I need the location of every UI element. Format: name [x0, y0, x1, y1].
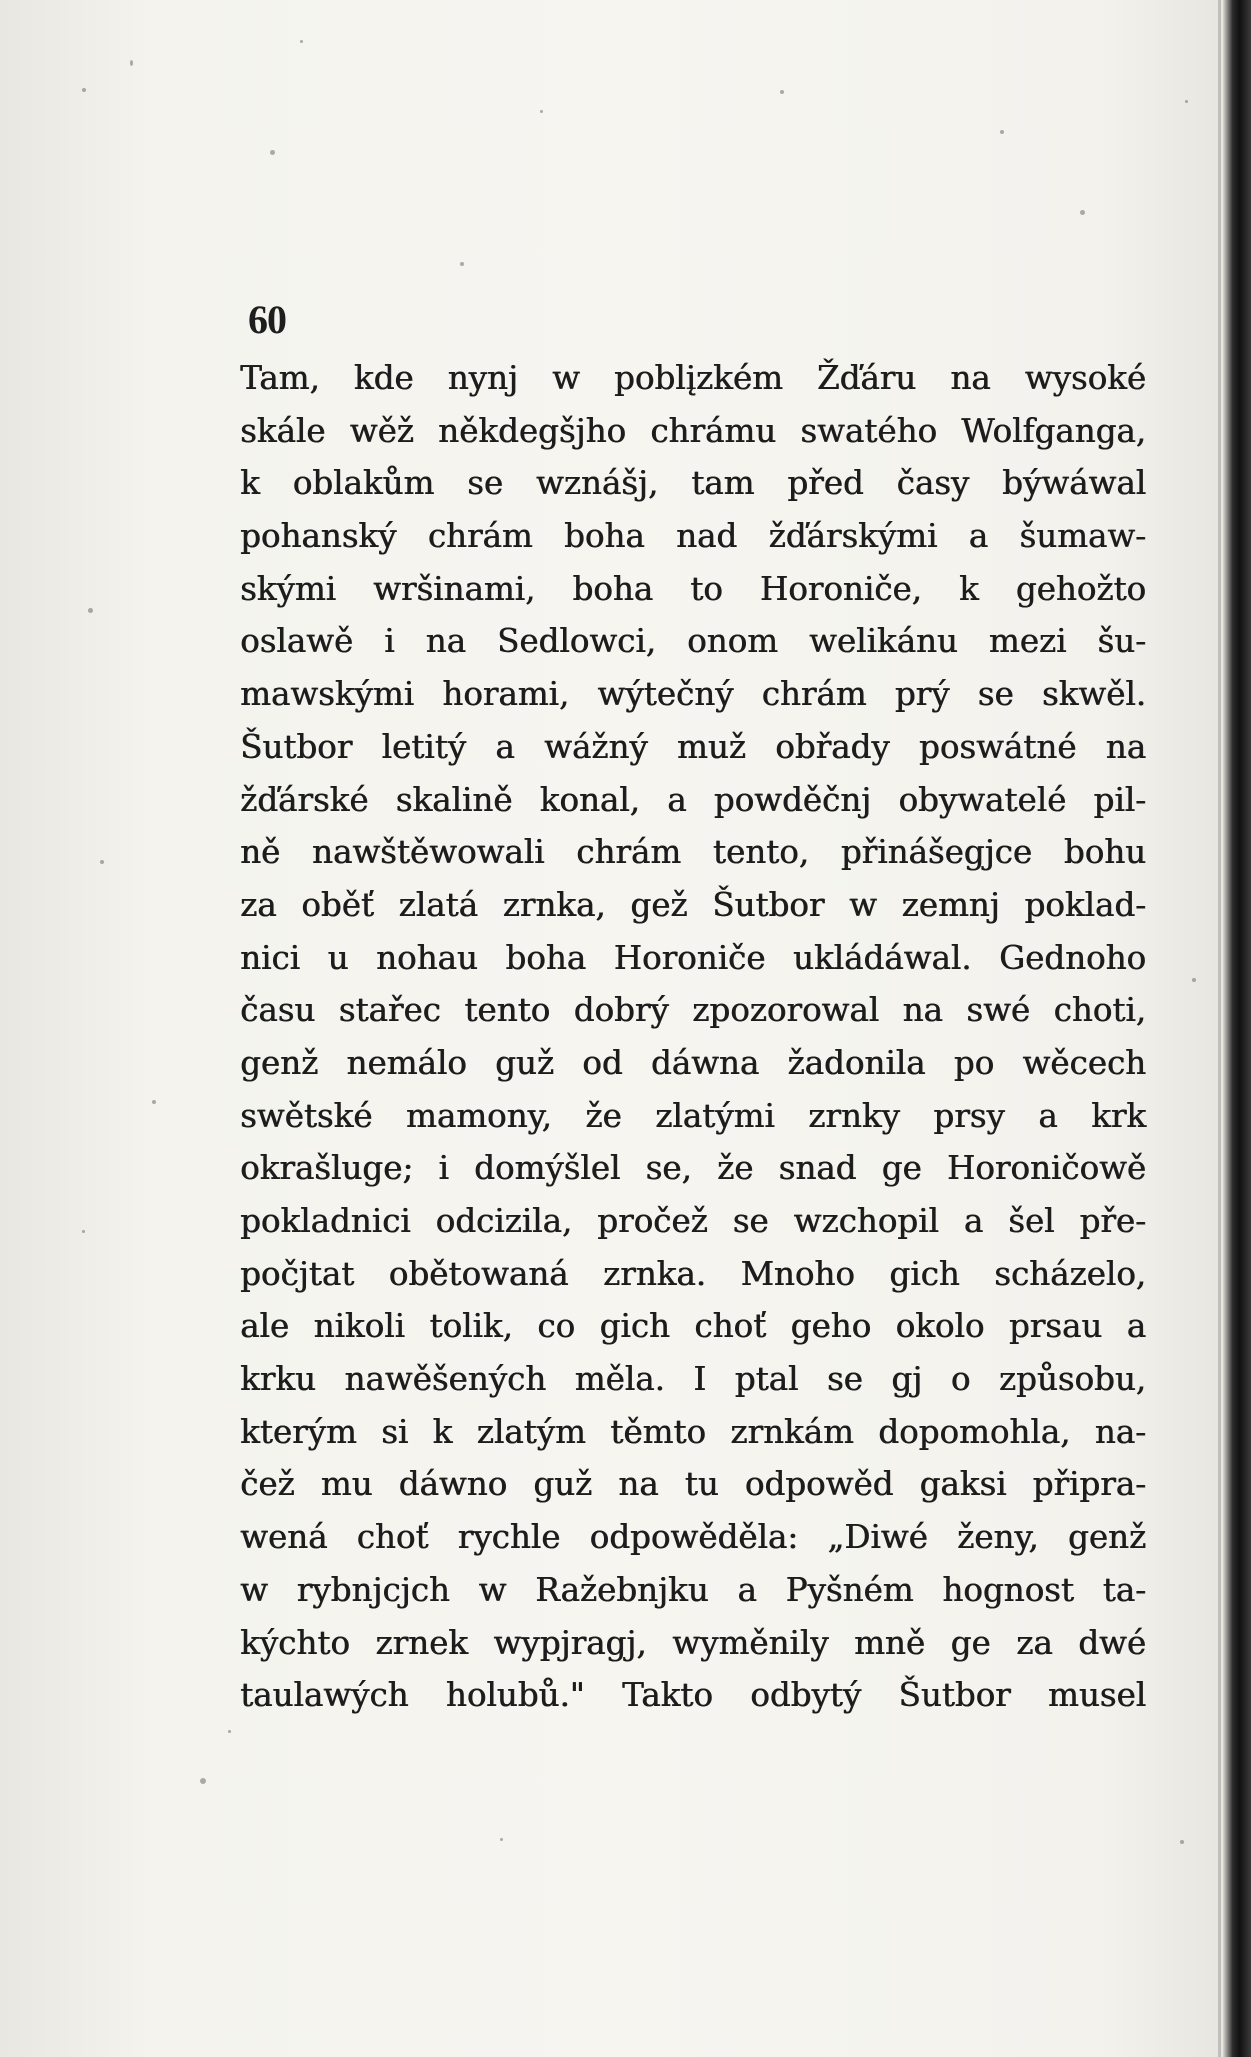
text-line: čež mu dáwno guž na tu odpowěd gaksi připra- [240, 1465, 1146, 1504]
text-line: wená choť rychle odpowěděla: „Diwé ženy, genž [240, 1518, 1146, 1557]
page-speck [100, 860, 104, 864]
page-speck [540, 110, 543, 113]
page-speck [780, 90, 784, 94]
text-line: genž nemálo guž od dáwna žadonila po wěcech [240, 1043, 1146, 1082]
text-line: pokladnici odcizila, pročež se wzchopil a šel pře- [240, 1202, 1146, 1240]
text-line: žďárské skalině konal, a powděčnj obywatelé pil- [240, 780, 1146, 819]
text-line: ně nawštěwowali chrám tento, přinášegjce bohu [240, 833, 1146, 872]
text-line: pohanský chrám boha nad žďárskými a šumaw- [240, 517, 1146, 556]
text-line: w rybnjcjch w Ražebnjku a Pyšném hognost ta- [240, 1570, 1146, 1609]
text-line: taulawých holubů." Takto odbytý Šutbor musel [240, 1676, 1146, 1715]
text-line: kýchto zrnek wypjragj, wyměnily mně ge za dwé [240, 1623, 1146, 1662]
page-speck [1080, 210, 1085, 215]
text-line: nici u nohau boha Horoniče ukládáwal. Gednoho [240, 938, 1146, 977]
page-gutter-line [1218, 0, 1221, 2057]
text-line: okrašluge; i domýšlel se, že snad ge Horoničowě [240, 1149, 1146, 1188]
page-speck [500, 1838, 503, 1841]
page-speck [300, 40, 303, 43]
text-line: skále wěž někdegšjho chrámu swatého Wolfganga, [240, 411, 1146, 450]
text-line: ale nikoli tolik, co gich choť geho okolo prsau a [240, 1307, 1146, 1346]
page-speck [82, 1230, 85, 1233]
text-line: Šutbor letitý a wážný muž obřady poswátné na [240, 727, 1146, 766]
text-line: k oblakům se wznášj, tam před časy býwáwal [240, 464, 1146, 503]
page-speck [1180, 1840, 1184, 1844]
text-line: skými wršinami, boha to Horoniče, k gehožto [240, 569, 1146, 608]
body-text [240, 352, 1146, 1722]
page-speck [228, 1730, 231, 1733]
page-speck [200, 1778, 206, 1784]
page-speck [152, 1100, 156, 1104]
text-line: času stařec tento dobrý zpozorowal na swé choti, [240, 991, 1146, 1030]
page-speck [270, 150, 275, 155]
page-speck [82, 88, 86, 92]
text-line: mawskými horami, wýtečný chrám prý se skwěl. [240, 675, 1146, 714]
text-line: za oběť zlatá zrnka, gež Šutbor w zemnj poklad- [240, 885, 1146, 924]
page-speck [1000, 130, 1004, 134]
text-line: krku nawěšených měla. I ptal se gj o způsobu, [240, 1360, 1146, 1399]
page-speck [460, 262, 464, 266]
text-line: oslawě i na Sedlowci, onom welikánu mezi šu- [240, 622, 1146, 661]
text-line: Tam, kde nynj w poblįzkém Žďáru na wysoké [240, 359, 1146, 397]
page-speck [1192, 978, 1196, 982]
page-binding-edge [1223, 0, 1251, 2057]
text-line: počjtat obětowaná zrnka. Mnoho gich scházelo, [240, 1254, 1146, 1293]
page-speck [130, 60, 133, 66]
page-speck [88, 608, 93, 613]
page-number: 60 [248, 297, 286, 342]
text-line: swětské mamony, že zlatými zrnky prsy a krk [240, 1096, 1146, 1135]
page-speck [1185, 100, 1188, 103]
text-line: kterým si k zlatým těmto zrnkám dopomohla, na- [240, 1412, 1146, 1451]
